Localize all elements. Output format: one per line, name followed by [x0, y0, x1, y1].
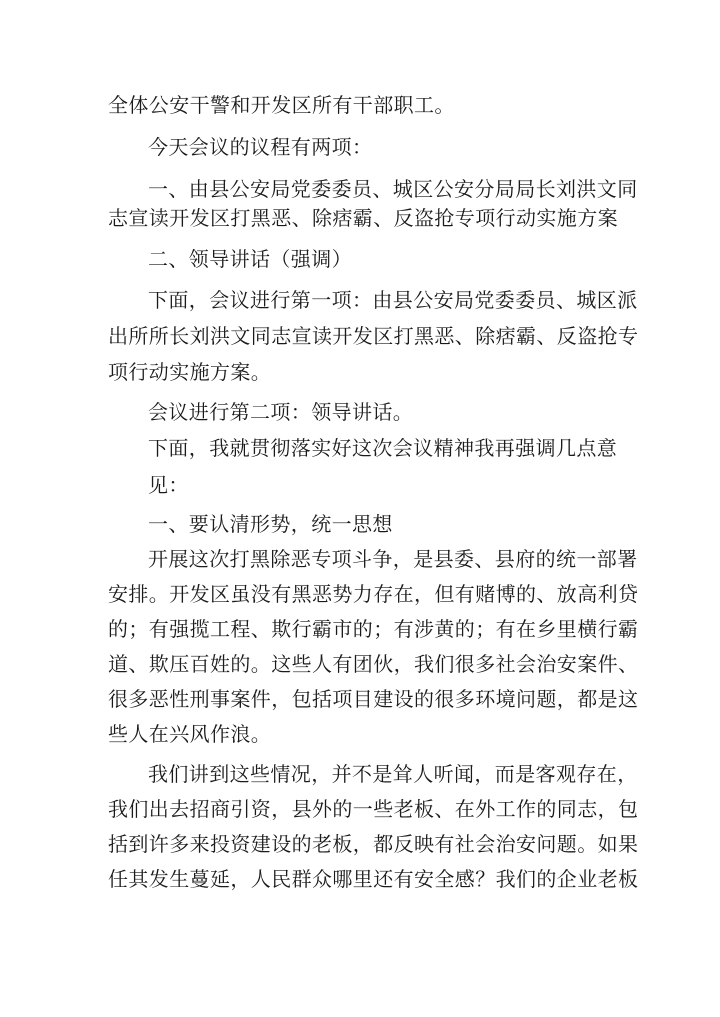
text-line: 会议进行第二项：领导讲话。: [148, 400, 414, 424]
text-line: 全体公安干警和开发区所有干部职工。: [108, 93, 455, 117]
text-line: 下面，会议进行第一项：由县公安局党委委员、城区派: [148, 288, 638, 312]
text-line: 道、欺压百姓的。这些人有团伙，我们很多社会治安案件、: [108, 652, 639, 676]
text-line: 任其发生蔓延，人民群众哪里还有安全感？我们的企业老板: [108, 867, 639, 891]
text-line: 些人在兴风作浪。: [108, 722, 272, 746]
text-line: 的；有强揽工程、欺行霸市的；有涉黄的；有在乡里横行霸: [108, 617, 639, 641]
text-line: 见：: [148, 473, 189, 497]
text-line: 我们出去招商引资，县外的一些老板、在外工作的同志，包: [108, 797, 639, 821]
text-line: 今天会议的议程有两项：: [148, 135, 373, 159]
text-line: 很多恶性刑事案件，包括项目建设的很多环境问题，都是这: [108, 687, 639, 711]
text-line: 一、由县公安局党委委员、城区公安分局局长刘洪文同: [148, 177, 638, 201]
text-line: 我们讲到这些情况，并不是耸人听闻，而是客观存在，: [148, 762, 638, 786]
text-line: 安排。开发区虽没有黑恶势力存在，但有赌博的、放高利贷: [108, 582, 639, 606]
text-line: 开展这次打黑除恶专项斗争，是县委、县府的统一部署: [148, 547, 638, 571]
text-line: 志宣读开发区打黑恶、除痞霸、反盗抢专项行动实施方案: [108, 206, 618, 230]
text-line: 项行动实施方案。: [108, 360, 272, 384]
text-line: 括到许多来投资建设的老板，都反映有社会治安问题。如果: [108, 832, 639, 856]
section-heading: 一、要认清形势，统一思想: [148, 512, 393, 536]
text-line: 出所所长刘洪文同志宣读开发区打黑恶、除痞霸、反盗抢专: [108, 324, 639, 348]
text-line: 二、领导讲话（强调）: [148, 247, 352, 271]
text-line: 下面，我就贯彻落实好这次会议精神我再强调几点意: [148, 436, 618, 460]
